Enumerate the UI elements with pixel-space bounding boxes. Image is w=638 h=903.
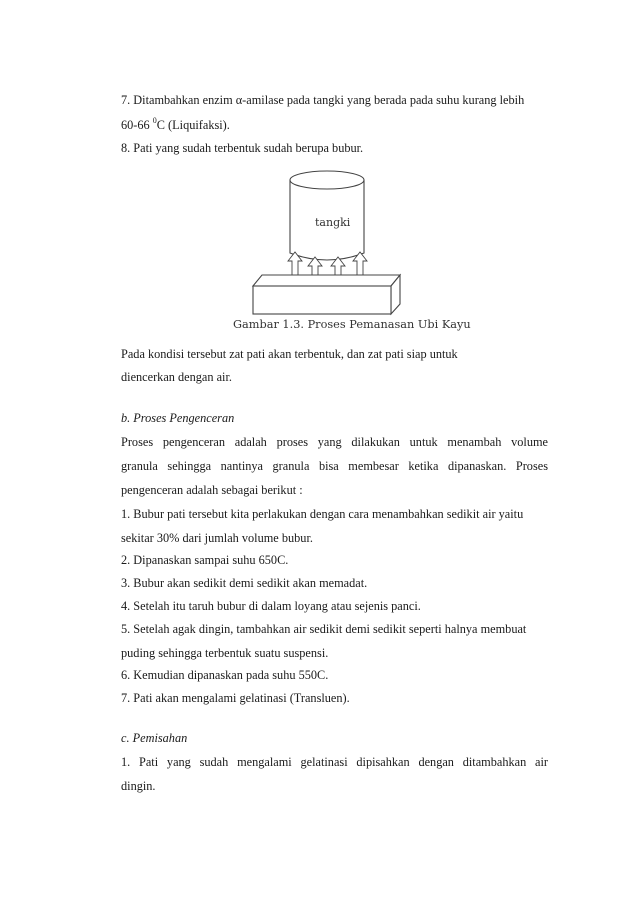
section-c-item-1-line-1: 1. Pati yang sudah mengalami gelatinasi dipisahkan dengan ditambahkan air (121, 755, 548, 769)
section-b-item-2: 2. Dipanaskan sampai suhu 650C. (121, 553, 289, 567)
section-c-item-1-line-2: dingin. (121, 779, 156, 793)
figure-caption: Gambar 1.3. Proses Pemanasan Ubi Kayu (233, 318, 471, 331)
after-figure-line-1: Pada kondisi tersebut zat pati akan terbentuk, dan zat pati siap untuk (121, 347, 458, 361)
section-b-intro-line-1: Proses pengenceran adalah proses yang dilakukan untuk menambah volume (121, 435, 548, 449)
section-b-item-4: 4. Setelah itu taruh bubur di dalam loyang atau sejenis panci. (121, 599, 421, 613)
heating-box-icon (253, 275, 400, 314)
section-b-item-1-line-2: sekitar 30% dari jumlah volume bubur. (121, 531, 313, 545)
tank-heating-figure (232, 160, 471, 340)
section-b-intro-line-2: granula sehingga nantinya granula bisa membesar ketika dipanaskan. Proses (121, 459, 548, 473)
step-7-line-1: 7. Ditambahkan enzim α-amilase pada tangki yang berada pada suhu kurang lebih (121, 93, 525, 107)
section-b-intro-line-3: pengenceran adalah sebagai berikut : (121, 483, 303, 497)
tank-label: tangki (315, 216, 351, 229)
liquifaksi-text: C (Liquifaksi). (156, 118, 230, 132)
section-b-item-5-line-1: 5. Setelah agak dingin, tambahkan air sedikit demi sedikit seperti halnya membuat (121, 622, 527, 636)
step-8: 8. Pati yang sudah terbentuk sudah berupa bubur. (121, 141, 364, 155)
section-b-item-7: 7. Pati akan mengalami gelatinasi (Transluen). (121, 691, 350, 705)
after-figure-line-2: diencerkan dengan air. (121, 370, 232, 384)
section-b-item-6: 6. Kemudian dipanaskan pada suhu 550C. (121, 668, 329, 682)
section-b-item-5-line-2: puding sehingga terbentuk suatu suspensi. (121, 646, 329, 660)
section-b-item-1-line-1: 1. Bubur pati tersebut kita perlakukan dengan cara menambahkan sedikit air yaitu (121, 507, 524, 521)
step-7-line-2 (121, 117, 548, 133)
section-c-heading: c. Pemisahan (121, 731, 188, 745)
section-b-item-3: 3. Bubur akan sedikit demi sedikit akan memadat. (121, 576, 368, 590)
section-b-heading: b. Proses Pengenceran (121, 411, 235, 425)
temp-range: 60-66 (121, 118, 153, 132)
degree-superscript: 0 (152, 116, 157, 125)
